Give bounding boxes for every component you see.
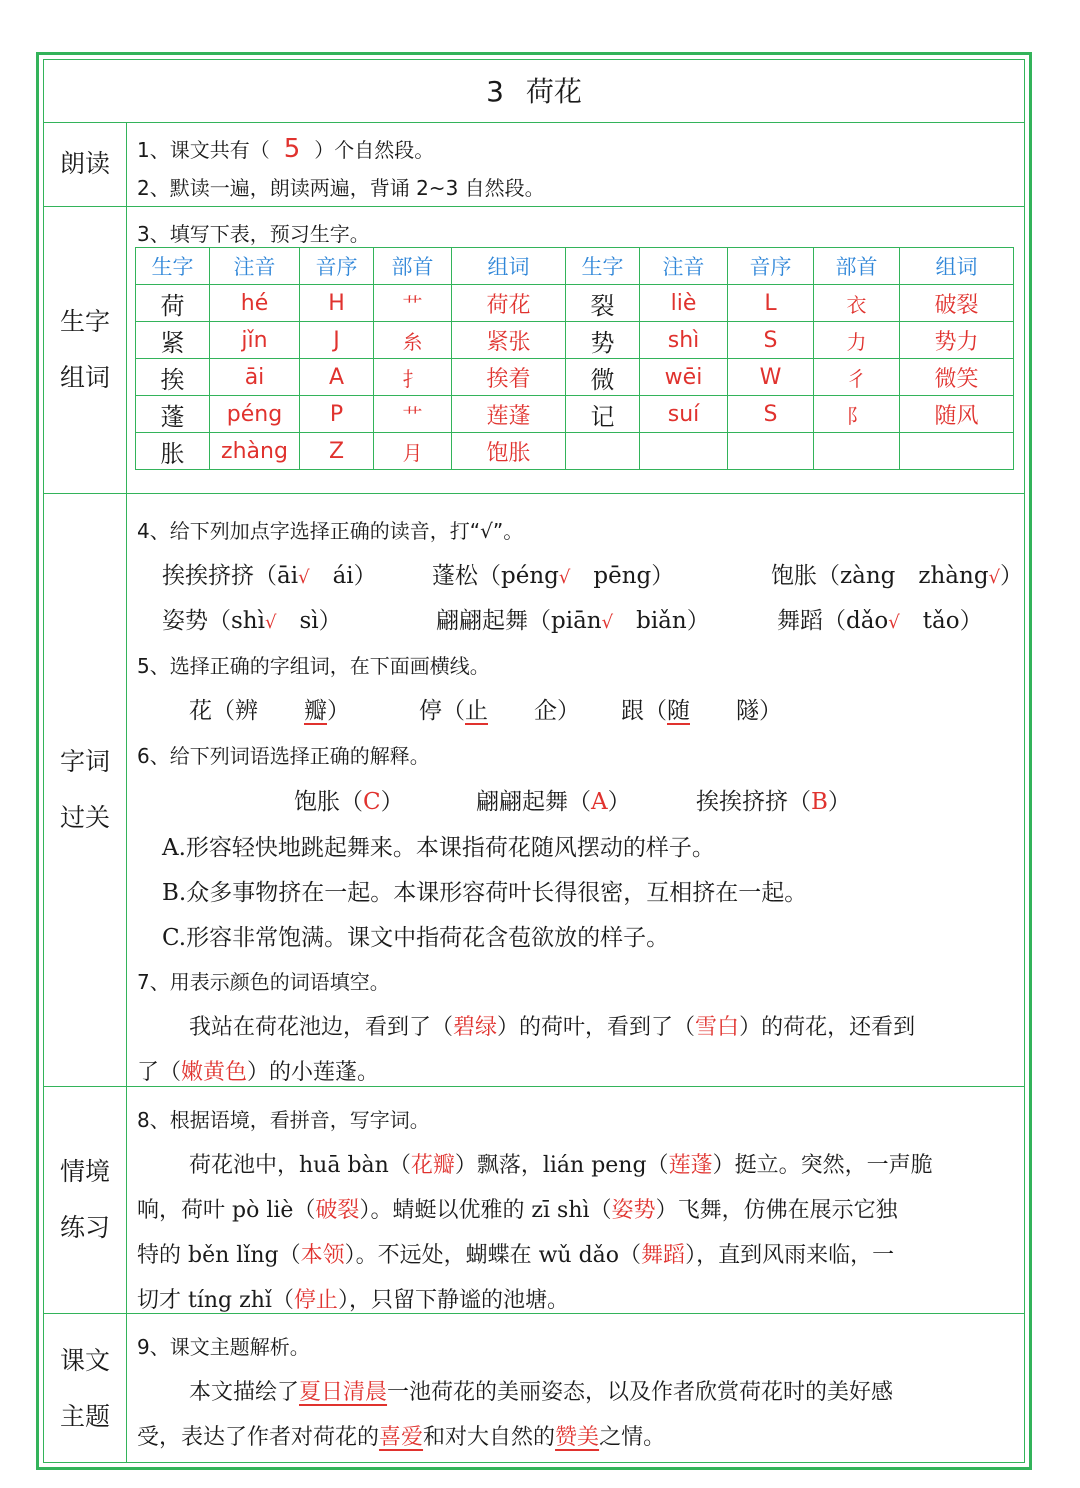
context-paragraph-line: 切才 tíng zhǐ（停止），只留下静谧的池塘。 bbox=[137, 1288, 569, 1313]
table-row: 蓬 péng P 艹 莲蓬 记 suí S 阝 随风 bbox=[136, 396, 1014, 433]
table-header: 生字 bbox=[136, 248, 210, 285]
character-table bbox=[135, 247, 1014, 470]
section-label-qingjing bbox=[44, 1086, 126, 1313]
table-header: 部首 bbox=[374, 248, 452, 285]
table-header: 注音 bbox=[210, 248, 300, 285]
section-label-text: 朗读 bbox=[59, 149, 110, 178]
section-label-shengzi bbox=[44, 206, 126, 493]
table-header: 组词 bbox=[900, 248, 1014, 285]
question-1: 1、课文共有（ 5 ）个自然段。 bbox=[137, 134, 435, 164]
question-5-title: 5、选择正确的字组词，在下面画横线。 bbox=[137, 654, 490, 678]
section-label-text: 主题 bbox=[59, 1402, 110, 1431]
section-label-langdu bbox=[44, 122, 126, 206]
question-7-title: 7、用表示颜色的词语填空。 bbox=[137, 970, 390, 994]
divider bbox=[44, 1086, 1024, 1087]
section-label-zici bbox=[44, 493, 126, 1086]
section-label-text: 课文 bbox=[59, 1346, 110, 1375]
char-choice: 跟（随 隧） bbox=[621, 698, 782, 724]
pinyin-choice: 姿势（shì√ sì） bbox=[162, 608, 342, 634]
question-2: 2、默读一遍，朗读两遍，背诵 2~3 自然段。 bbox=[137, 176, 545, 200]
table-row: 紧 jǐn J 糸 紧张 势 shì S 力 势力 bbox=[136, 322, 1014, 359]
table-header-row bbox=[136, 248, 1014, 285]
section-label-text: 字词 bbox=[59, 746, 110, 776]
char-choice: 花（辨 瓣） bbox=[189, 698, 350, 724]
definition: C.形容非常饱满。课文中指荷花含苞欲放的样子。 bbox=[162, 925, 670, 951]
fill-in-text: 了（嫩黄色）的小莲蓬。 bbox=[137, 1060, 380, 1085]
section-label-text: 生字 bbox=[59, 306, 110, 336]
divider bbox=[44, 206, 1024, 207]
question-9-title: 9、课文主题解析。 bbox=[137, 1335, 310, 1359]
theme-paragraph-line: 受，表达了作者对荷花的喜爱和对大自然的赞美之情。 bbox=[137, 1425, 666, 1450]
theme-paragraph-line: 本文描绘了夏日清晨一池荷花的美丽姿态，以及作者欣赏荷花时的美好感 bbox=[189, 1380, 894, 1405]
worksheet-frame bbox=[43, 59, 1025, 1463]
question-3: 3、填写下表，预习生字。 bbox=[137, 222, 370, 246]
word-definition-choice: 翩翩起舞（A） bbox=[476, 789, 631, 815]
lesson-title: 荷花 bbox=[525, 75, 582, 108]
column-divider bbox=[126, 122, 127, 1462]
definition: B.众多事物挤在一起。本课形容荷叶长得很密，互相挤在一起。 bbox=[162, 880, 808, 906]
definition: A.形容轻快地跳起舞来。本课指荷花随风摆动的样子。 bbox=[162, 835, 715, 861]
question-8-title: 8、根据语境，看拼音，写字词。 bbox=[137, 1108, 430, 1132]
table-header: 生字 bbox=[566, 248, 640, 285]
context-paragraph-line: 特的 běn lǐng（本领）。不远处，蝴蝶在 wǔ dǎo（舞蹈），直到风雨来临，一 bbox=[137, 1243, 895, 1268]
page-title bbox=[44, 60, 1024, 122]
pinyin-choice: 挨挨挤挤（āi√ ái） bbox=[162, 563, 377, 589]
table-header: 注音 bbox=[640, 248, 728, 285]
pinyin-choice: 翩翩起舞（piān√ biǎn） bbox=[436, 608, 710, 634]
section-label-text: 组词 bbox=[59, 362, 110, 392]
section-label-text: 情境 bbox=[59, 1156, 110, 1186]
question-4-title: 4、给下列加点字选择正确的读音，打“√”。 bbox=[137, 519, 524, 543]
context-paragraph-line: 响，荷叶 pò liè（破裂）。蜻蜓以优雅的 zī shì（姿势）飞舞，仿佛在展示它独 bbox=[137, 1198, 898, 1223]
section-label-text: 过关 bbox=[59, 802, 110, 832]
divider bbox=[44, 493, 1024, 494]
table-row: 荷 hé H 艹 荷花 裂 liè L 衣 破裂 bbox=[136, 285, 1014, 322]
lesson-number: 3 bbox=[486, 75, 504, 108]
word-definition-choice: 饱胀（C） bbox=[294, 789, 404, 815]
table-header: 音序 bbox=[300, 248, 374, 285]
divider bbox=[44, 122, 1024, 123]
answer: 5 bbox=[283, 134, 301, 164]
section-label-zhuti bbox=[44, 1313, 126, 1465]
pinyin-choice: 舞蹈（dǎo√ tǎo） bbox=[777, 608, 983, 634]
pinyin-choice: 蓬松（péng√ pēng） bbox=[432, 563, 675, 589]
context-paragraph-line: 荷花池中，huā bàn（花瓣）飘落，lián peng（莲蓬）挺立。突然，一声脆 bbox=[189, 1153, 933, 1178]
table-row: 挨 āi A 扌 挨着 微 wēi W 彳 微笑 bbox=[136, 359, 1014, 396]
table-header: 部首 bbox=[814, 248, 900, 285]
section-label-text: 练习 bbox=[59, 1212, 110, 1242]
char-choice: 停（止 企） bbox=[419, 698, 580, 724]
worksheet bbox=[36, 52, 1032, 1470]
table-row: 胀 zhàng Z 月 饱胀 bbox=[136, 433, 1014, 470]
question-6-title: 6、给下列词语选择正确的解释。 bbox=[137, 744, 430, 768]
table-header: 组词 bbox=[452, 248, 566, 285]
word-definition-choice: 挨挨挤挤（B） bbox=[696, 789, 851, 815]
fill-in-text: 我站在荷花池边，看到了（碧绿）的荷叶，看到了（雪白）的荷花，还看到 bbox=[189, 1015, 916, 1040]
table-header: 音序 bbox=[728, 248, 814, 285]
pinyin-choice: 饱胀（zàng zhàng√） bbox=[771, 563, 1024, 589]
